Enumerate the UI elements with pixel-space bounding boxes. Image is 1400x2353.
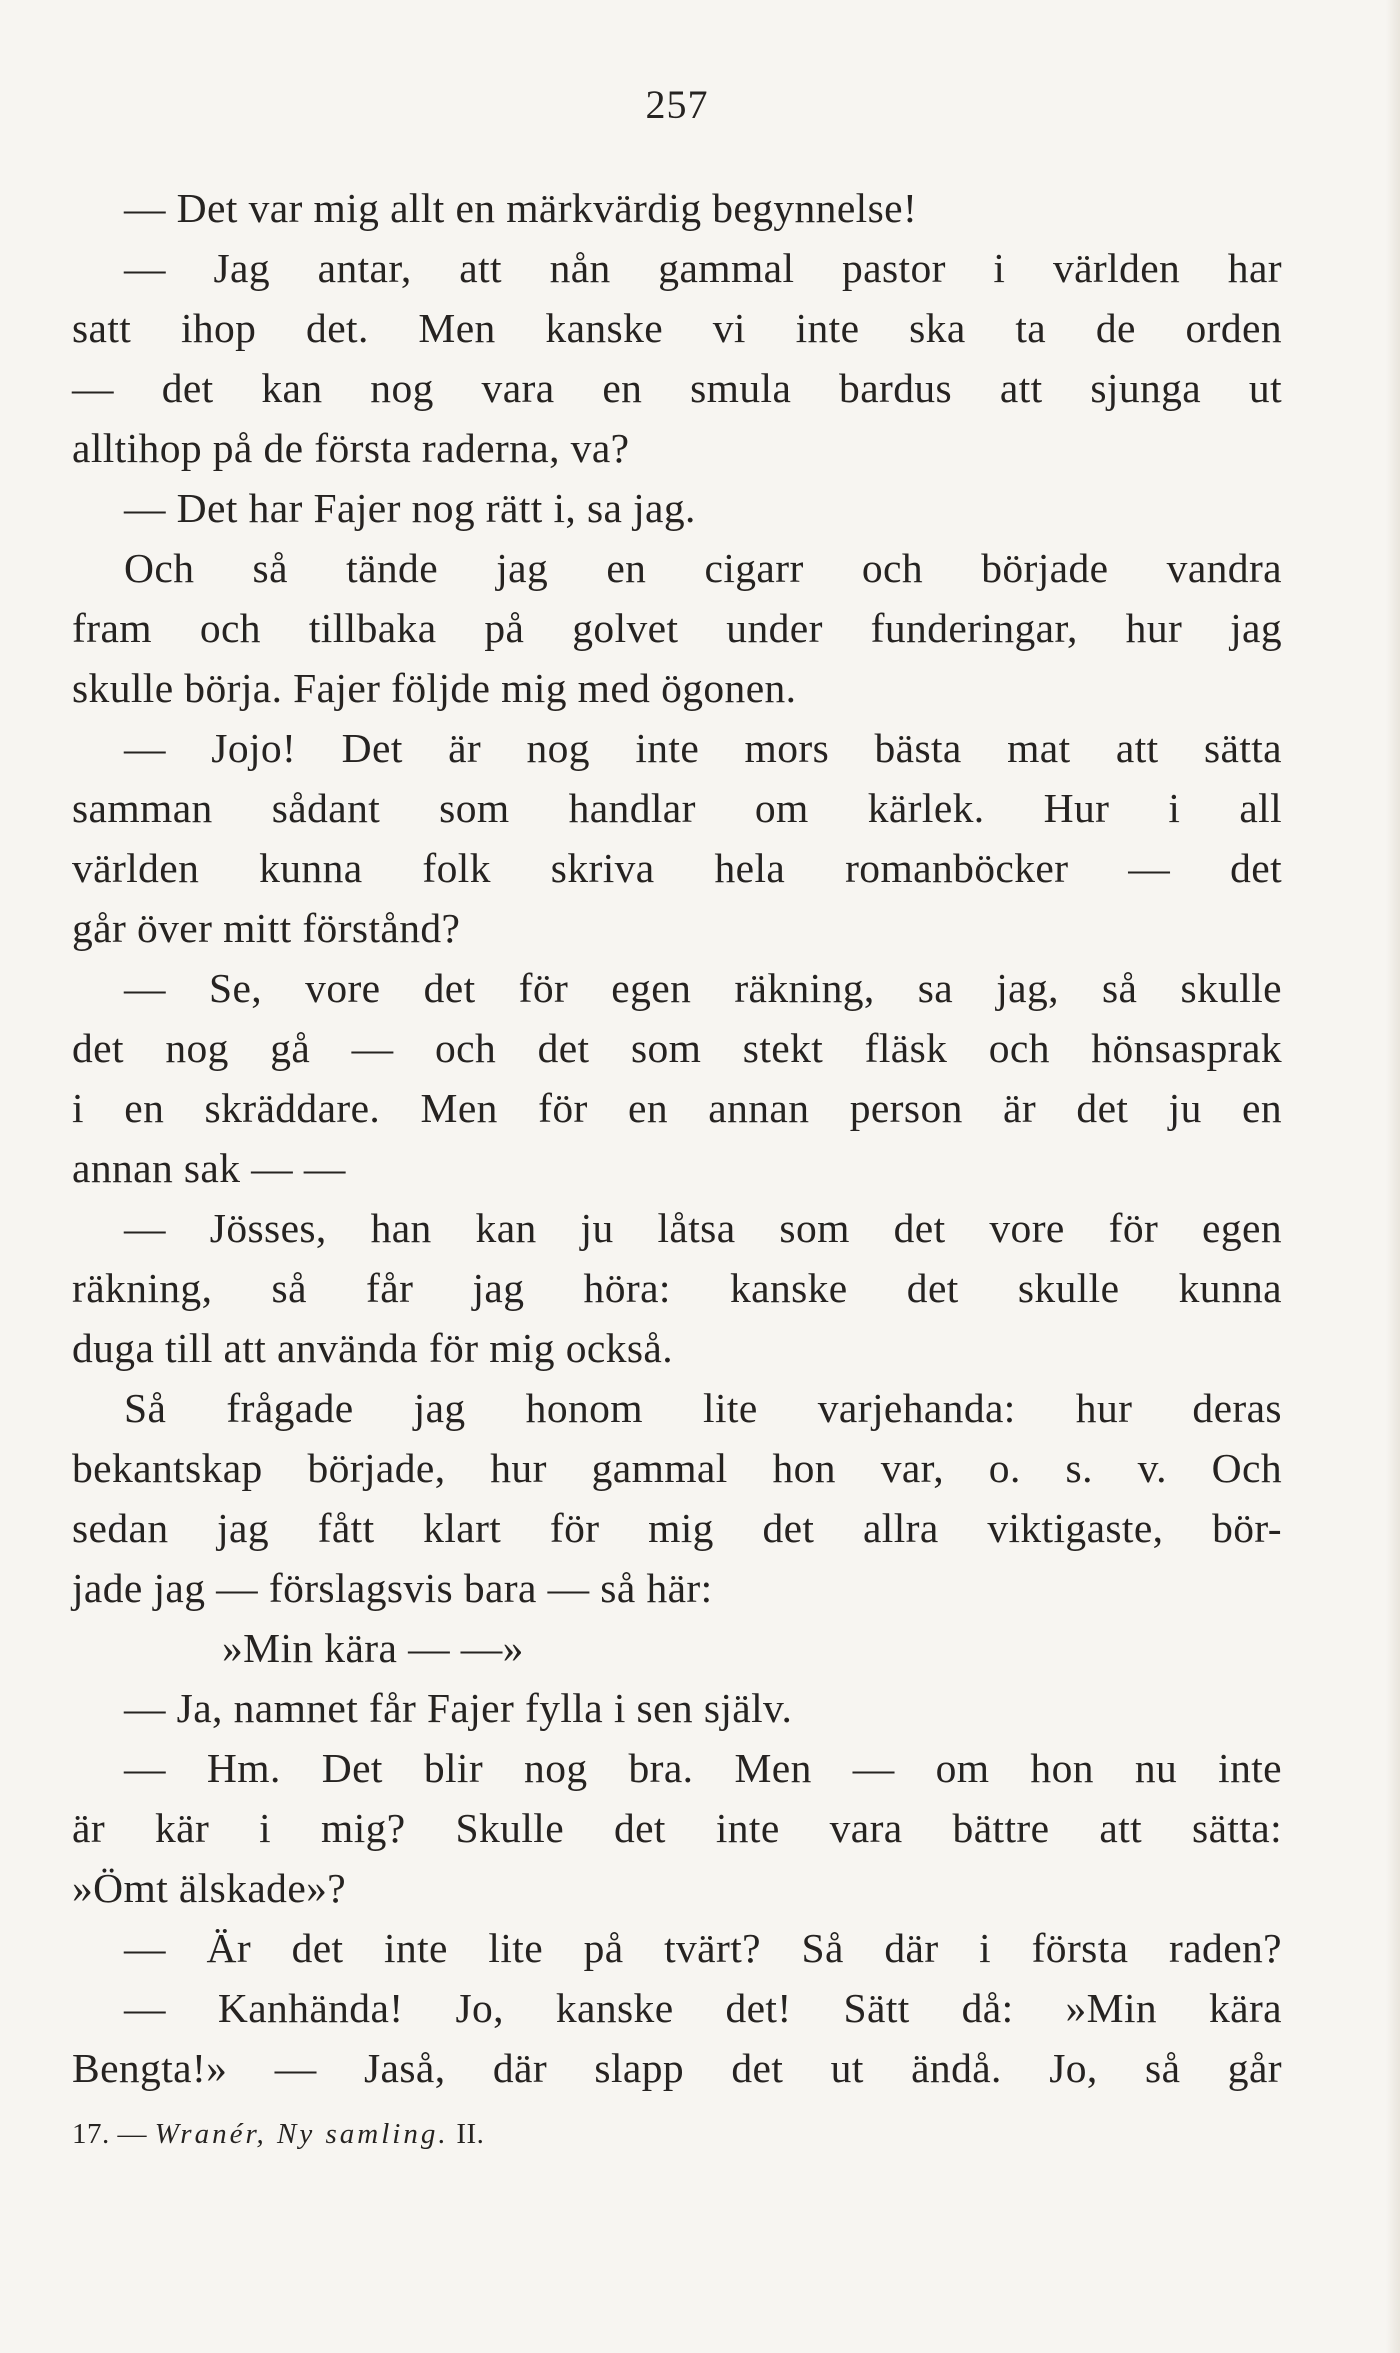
text-line: bekantskap började, hur gammal hon var, o. s. v. Och bbox=[72, 1445, 1282, 1491]
text-line: Bengta!» — Jaså, där slapp det ut ändå. Jo, så går bbox=[72, 2045, 1282, 2091]
text-line: fram och tillbaka på golvet under funderingar, hur jag bbox=[72, 605, 1282, 651]
text-line: — Är det inte lite på tvärt? Så där i första raden? bbox=[124, 1925, 1282, 1971]
printer-signature-line bbox=[72, 2114, 1282, 2154]
text-line: — Hm. Det blir nog bra. Men — om hon nu inte bbox=[124, 1745, 1282, 1791]
text-line: alltihop på de första raderna, va? bbox=[72, 425, 630, 471]
text-line: — Kanhända! Jo, kanske det! Sätt då: »Min kära bbox=[124, 1985, 1282, 2031]
text-line: Så frågade jag honom lite varjehanda: hur deras bbox=[124, 1385, 1282, 1431]
book-page bbox=[72, 70, 1282, 2154]
text-line: — Det var mig allt en märkvärdig begynnelse! bbox=[124, 185, 918, 231]
text-line: — Jojo! Det är nog inte mors bästa mat att sätta bbox=[124, 725, 1282, 771]
text-line: satt ihop det. Men kanske vi inte ska ta de orden bbox=[72, 305, 1282, 351]
text-line: världen kunna folk skriva hela romanböcker — det bbox=[72, 845, 1282, 891]
text-line: det nog gå — och det som stekt fläsk och hönsasprak bbox=[72, 1025, 1282, 1071]
text-line: — Det har Fajer nog rätt i, sa jag. bbox=[124, 485, 696, 531]
text-line: »Min kära — —» bbox=[222, 1625, 524, 1671]
page-number: 257 bbox=[645, 82, 709, 127]
text-line: — Jag antar, att nån gammal pastor i världen har bbox=[124, 245, 1282, 291]
text-line: jade jag — förslagsvis bara — så här: bbox=[72, 1565, 713, 1611]
text-line: sedan jag fått klart för mig det allra viktigaste, bör- bbox=[72, 1505, 1282, 1551]
signature-volume: II. bbox=[456, 2118, 485, 2150]
text-line: duga till att använda för mig också. bbox=[72, 1325, 673, 1371]
text-line: — Jösses, han kan ju låtsa som det vore för egen bbox=[124, 1205, 1282, 1251]
text-line: — Ja, namnet får Fajer fylla i sen själv. bbox=[124, 1685, 793, 1731]
page-edge bbox=[1386, 0, 1400, 2353]
text-line: skulle börja. Fajer följde mig med ögonen. bbox=[72, 665, 797, 711]
text-line: räkning, så får jag höra: kanske det skulle kunna bbox=[72, 1265, 1282, 1311]
signature-title: Wranér, Ny samling. bbox=[154, 2118, 449, 2150]
text-line: — det kan nog vara en smula bardus att sjunga ut bbox=[72, 365, 1282, 411]
text-line: annan sak — — bbox=[72, 1145, 346, 1191]
text-line: Och så tände jag en cigarr och började vandra bbox=[124, 545, 1282, 591]
text-line: — Se, vore det för egen räkning, sa jag, så skulle bbox=[124, 965, 1282, 1011]
text-line: samman sådant som handlar om kärlek. Hur i all bbox=[72, 785, 1282, 831]
text-line: »Ömt älskade»? bbox=[72, 1865, 347, 1911]
text-line: går över mitt förstånd? bbox=[72, 905, 461, 951]
signature-prefix: 17. — bbox=[72, 2118, 147, 2150]
body-text bbox=[72, 178, 1282, 2098]
text-line: i en skräddare. Men för en annan person är det ju en bbox=[72, 1085, 1282, 1131]
text-line: är kär i mig? Skulle det inte vara bättre att sätta: bbox=[72, 1805, 1282, 1851]
